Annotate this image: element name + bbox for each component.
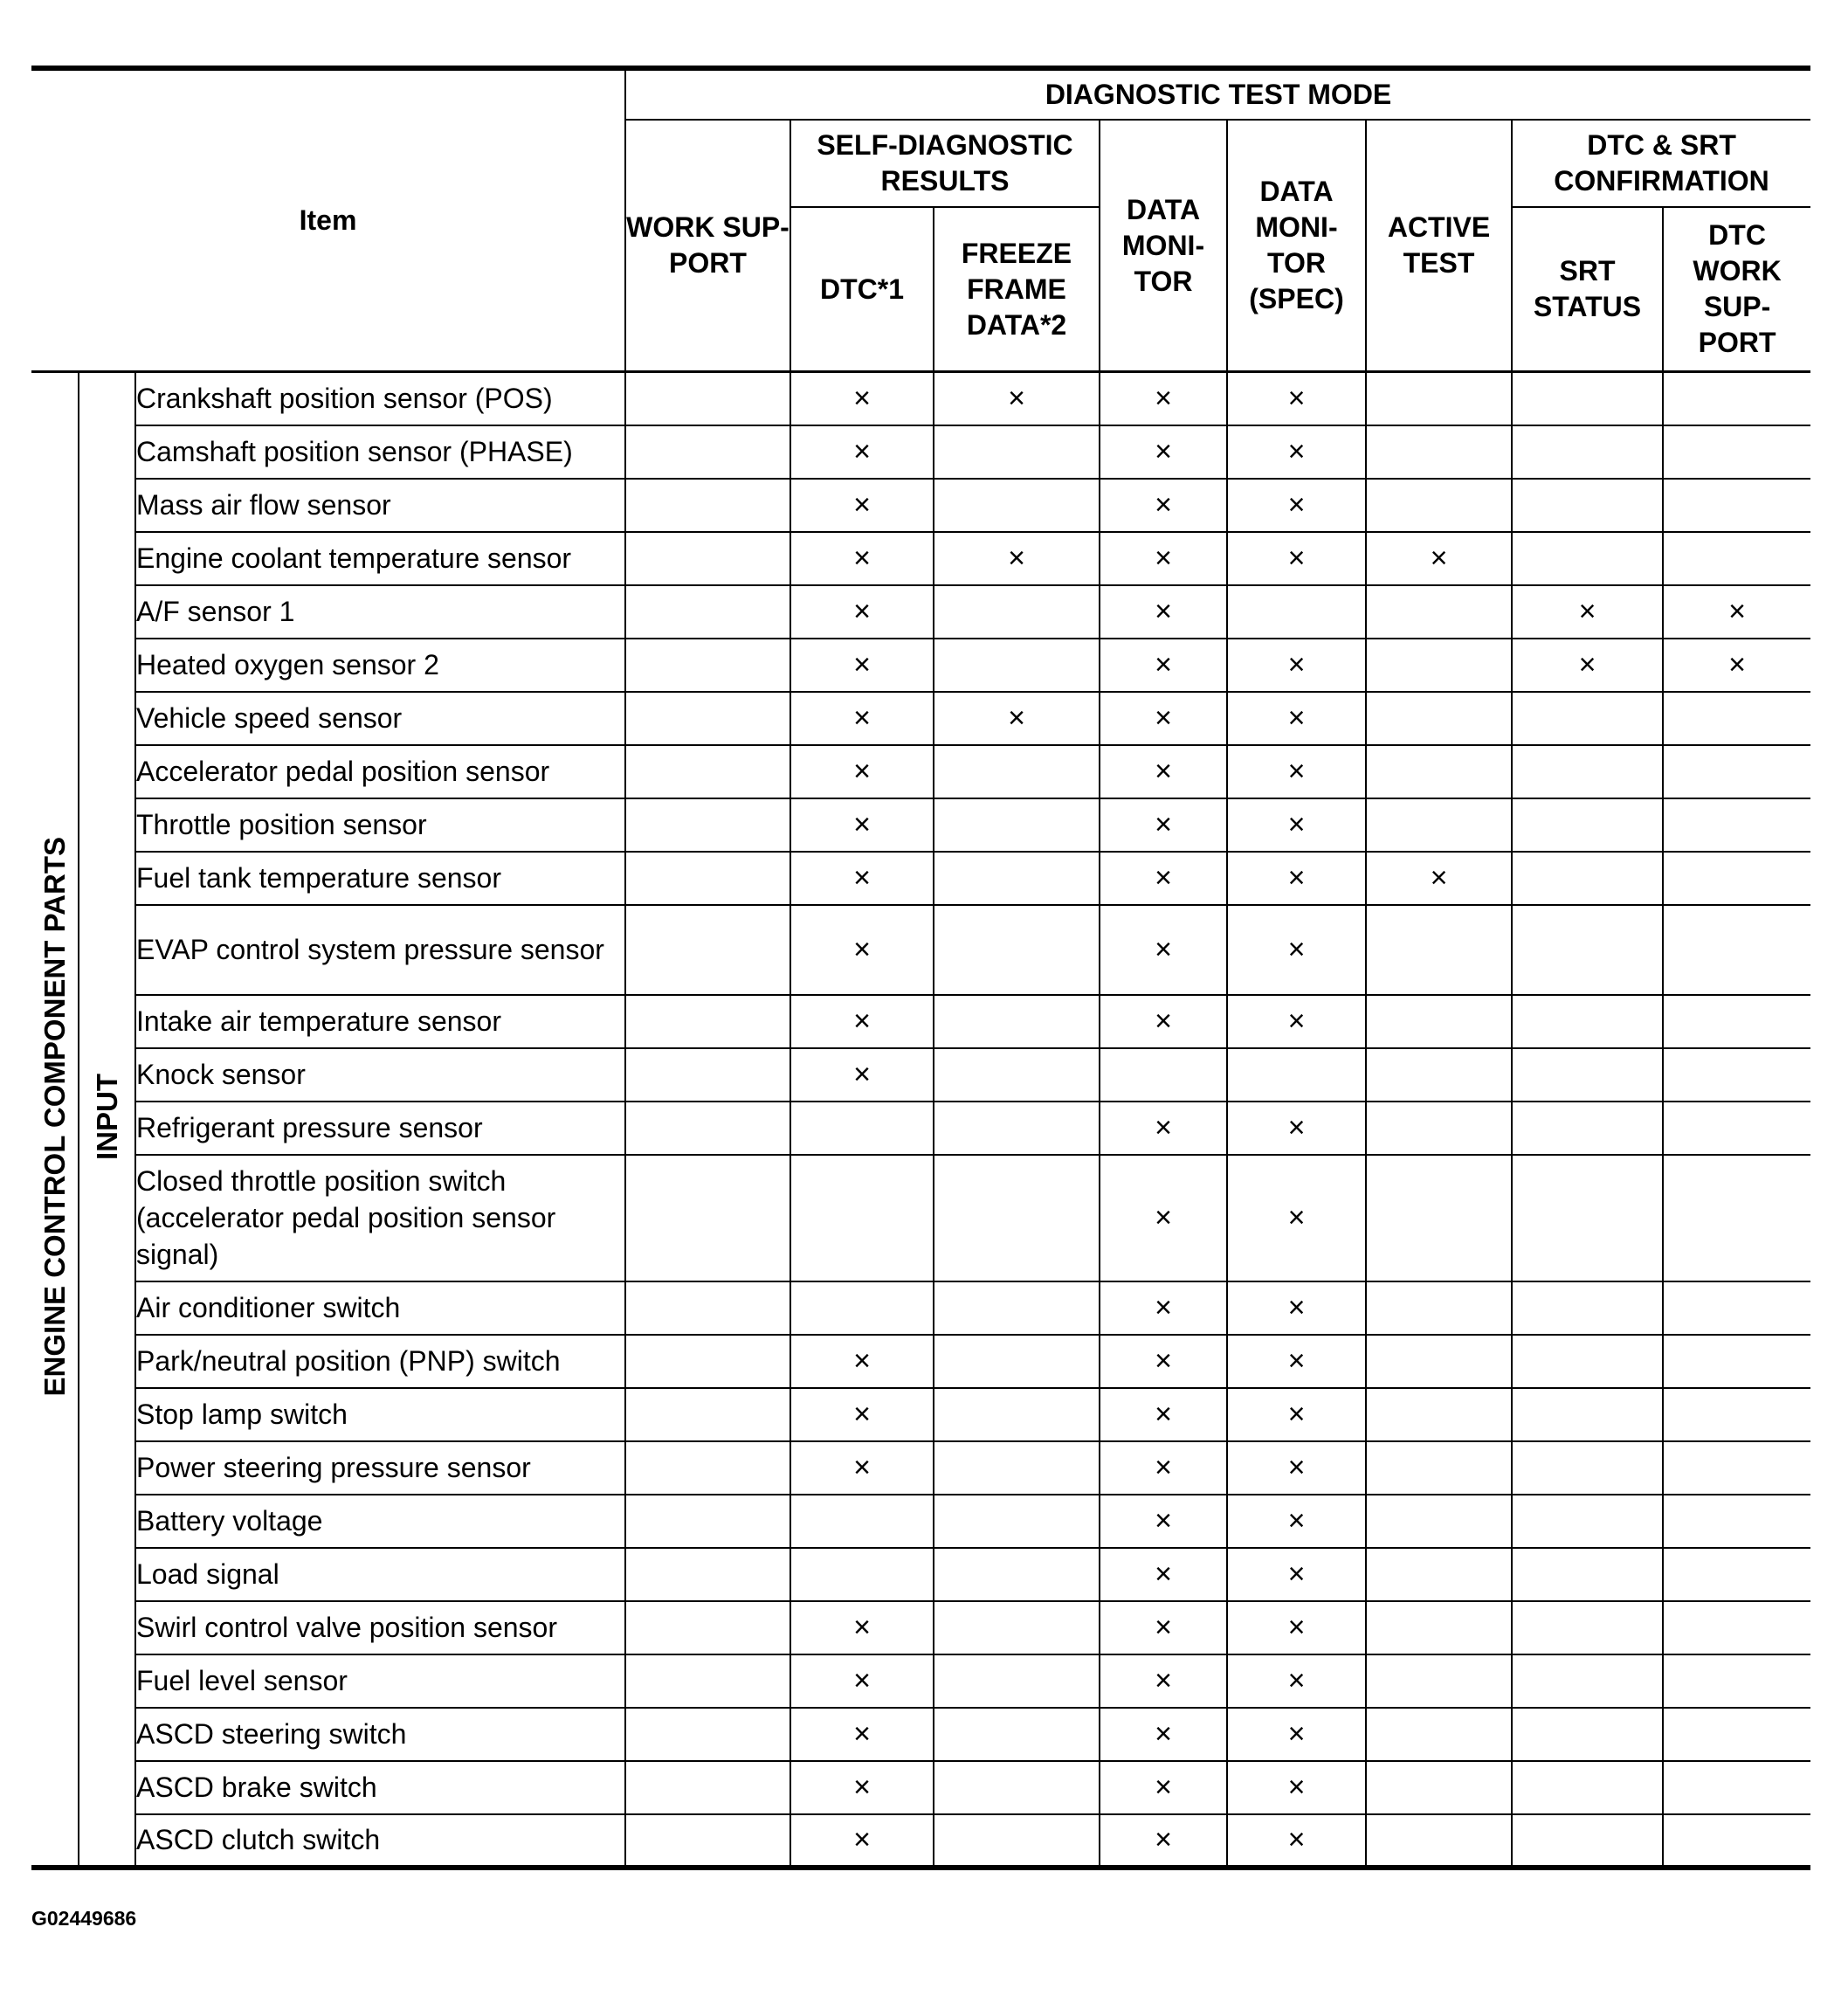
item-name: Camshaft position sensor (PHASE) xyxy=(135,425,625,479)
mark-cell xyxy=(1227,585,1366,639)
header-active-test: ACTIVE TEST xyxy=(1366,120,1512,372)
mark-cell xyxy=(1663,1708,1810,1761)
mark-cell xyxy=(934,1708,1100,1761)
mark-cell xyxy=(1663,1388,1810,1441)
item-name: Closed throttle position switch (accelerator pedal position sensor signal) xyxy=(135,1155,625,1281)
mark-cell xyxy=(934,585,1100,639)
mark-cell: × xyxy=(1227,1654,1366,1708)
mark-cell xyxy=(1512,905,1663,995)
mark-cell xyxy=(934,1761,1100,1814)
table-row xyxy=(31,1335,1810,1388)
mark-cell xyxy=(1512,1601,1663,1654)
table-row xyxy=(31,1601,1810,1654)
mark-cell xyxy=(790,1155,934,1281)
mark-cell xyxy=(1663,1814,1810,1868)
item-name: Crankshaft position sensor (POS) xyxy=(135,372,625,425)
mark-cell xyxy=(790,1548,934,1601)
mark-cell: × xyxy=(1227,1281,1366,1335)
mark-cell xyxy=(1100,1048,1227,1102)
mark-cell xyxy=(1512,692,1663,745)
mark-cell xyxy=(1512,852,1663,905)
mark-cell xyxy=(1512,1155,1663,1281)
table-row xyxy=(31,852,1810,905)
mark-cell xyxy=(1366,692,1512,745)
mark-cell xyxy=(1663,852,1810,905)
table-row xyxy=(31,1495,1810,1548)
item-name: A/F sensor 1 xyxy=(135,585,625,639)
header-data-monitor: DATA MONI- TOR xyxy=(1100,120,1227,372)
mark-cell: × xyxy=(1227,639,1366,692)
header-dtc-srt-confirmation: DTC & SRT CONFIRMATION xyxy=(1512,120,1810,207)
mark-cell: × xyxy=(790,1441,934,1495)
mark-cell xyxy=(934,639,1100,692)
mark-cell: × xyxy=(1227,798,1366,852)
mark-cell xyxy=(934,1441,1100,1495)
mark-cell: × xyxy=(1227,1335,1366,1388)
mark-cell: × xyxy=(790,1654,934,1708)
mark-cell: × xyxy=(790,1388,934,1441)
mark-cell xyxy=(934,798,1100,852)
mark-cell xyxy=(1512,1335,1663,1388)
header-diagnostic-test-mode: DIAGNOSTIC TEST MODE xyxy=(625,68,1810,120)
mark-cell xyxy=(1366,1495,1512,1548)
mark-cell: × xyxy=(790,1335,934,1388)
mark-cell xyxy=(625,1814,790,1868)
table-row xyxy=(31,479,1810,532)
mark-cell: × xyxy=(1227,1495,1366,1548)
table-row xyxy=(31,692,1810,745)
item-name: Engine coolant temperature sensor xyxy=(135,532,625,585)
mark-cell: × xyxy=(934,532,1100,585)
mark-cell: × xyxy=(1100,479,1227,532)
mark-cell xyxy=(1663,1761,1810,1814)
mark-cell xyxy=(790,1281,934,1335)
table-row xyxy=(31,1048,1810,1102)
mark-cell xyxy=(625,798,790,852)
mark-cell: × xyxy=(790,745,934,798)
mark-cell xyxy=(934,479,1100,532)
item-name: Throttle position sensor xyxy=(135,798,625,852)
item-name: Fuel tank temperature sensor xyxy=(135,852,625,905)
mark-cell xyxy=(625,425,790,479)
mark-cell: × xyxy=(790,692,934,745)
mark-cell xyxy=(1663,995,1810,1048)
item-name: Park/neutral position (PNP) switch xyxy=(135,1335,625,1388)
table-row xyxy=(31,1155,1810,1281)
table-row xyxy=(31,585,1810,639)
mark-cell xyxy=(1366,905,1512,995)
header-freeze-frame-data: FREEZE FRAME DATA*2 xyxy=(934,207,1100,372)
mark-cell xyxy=(1366,1814,1512,1868)
mark-cell: × xyxy=(790,1601,934,1654)
mark-cell xyxy=(790,1102,934,1155)
mark-cell: × xyxy=(1227,692,1366,745)
mark-cell: × xyxy=(1227,479,1366,532)
mark-cell xyxy=(934,425,1100,479)
mark-cell xyxy=(1366,1155,1512,1281)
mark-cell xyxy=(1512,1761,1663,1814)
header-dtc: DTC*1 xyxy=(790,207,934,372)
mark-cell xyxy=(1663,1495,1810,1548)
mark-cell: × xyxy=(1100,1601,1227,1654)
mark-cell xyxy=(934,745,1100,798)
mark-cell: × xyxy=(1366,852,1512,905)
mark-cell xyxy=(1366,1601,1512,1654)
item-name: Stop lamp switch xyxy=(135,1388,625,1441)
mark-cell xyxy=(934,1654,1100,1708)
item-name: Vehicle speed sensor xyxy=(135,692,625,745)
mark-cell: × xyxy=(1512,585,1663,639)
mark-cell xyxy=(625,852,790,905)
mark-cell: × xyxy=(790,585,934,639)
mark-cell: × xyxy=(790,1708,934,1761)
mark-cell: × xyxy=(934,372,1100,425)
mark-cell: × xyxy=(1100,692,1227,745)
group-label: ENGINE CONTROL COMPONENT PARTS xyxy=(38,837,71,1397)
mark-cell xyxy=(625,1654,790,1708)
mark-cell xyxy=(934,1281,1100,1335)
mark-cell: × xyxy=(790,1048,934,1102)
mark-cell xyxy=(1366,585,1512,639)
header-srt-status: SRT STATUS xyxy=(1512,207,1663,372)
mark-cell xyxy=(934,1155,1100,1281)
item-name: Knock sensor xyxy=(135,1048,625,1102)
mark-cell xyxy=(1663,1441,1810,1495)
mark-cell xyxy=(934,1048,1100,1102)
item-name: Swirl control valve position sensor xyxy=(135,1601,625,1654)
mark-cell xyxy=(1366,1654,1512,1708)
mark-cell: × xyxy=(1227,425,1366,479)
mark-cell xyxy=(1512,479,1663,532)
mark-cell: × xyxy=(790,1761,934,1814)
table-row xyxy=(31,1441,1810,1495)
mark-cell xyxy=(1512,1102,1663,1155)
item-name: ASCD steering switch xyxy=(135,1708,625,1761)
mark-cell: × xyxy=(1100,585,1227,639)
mark-cell xyxy=(934,1495,1100,1548)
mark-cell xyxy=(1366,995,1512,1048)
diagnostic-test-mode-table-figure xyxy=(31,66,1810,1870)
mark-cell xyxy=(1366,372,1512,425)
table-row xyxy=(31,425,1810,479)
table-row xyxy=(31,1548,1810,1601)
mark-cell xyxy=(625,1155,790,1281)
mark-cell: × xyxy=(1227,1814,1366,1868)
mark-cell xyxy=(1366,479,1512,532)
mark-cell xyxy=(625,1335,790,1388)
table-row xyxy=(31,1708,1810,1761)
header-self-diagnostic-results: SELF-DIAGNOSTIC RESULTS xyxy=(790,120,1100,207)
mark-cell: × xyxy=(1227,532,1366,585)
mark-cell: × xyxy=(790,995,934,1048)
item-name: Air conditioner switch xyxy=(135,1281,625,1335)
mark-cell: × xyxy=(1100,1495,1227,1548)
mark-cell: × xyxy=(1100,1388,1227,1441)
item-name: Accelerator pedal position sensor xyxy=(135,745,625,798)
mark-cell xyxy=(625,479,790,532)
mark-cell: × xyxy=(1227,1102,1366,1155)
mark-cell xyxy=(1663,532,1810,585)
mark-cell: × xyxy=(1227,905,1366,995)
mark-cell: × xyxy=(1100,798,1227,852)
mark-cell xyxy=(934,1814,1100,1868)
item-name: Mass air flow sensor xyxy=(135,479,625,532)
mark-cell xyxy=(1366,639,1512,692)
table-row xyxy=(31,798,1810,852)
mark-cell xyxy=(625,1761,790,1814)
subgroup-label: INPUT xyxy=(90,1073,123,1160)
mark-cell xyxy=(934,1102,1100,1155)
mark-cell xyxy=(1663,479,1810,532)
mark-cell xyxy=(625,905,790,995)
mark-cell: × xyxy=(1227,1601,1366,1654)
mark-cell xyxy=(625,1048,790,1102)
table-row xyxy=(31,532,1810,585)
mark-cell xyxy=(625,1495,790,1548)
mark-cell: × xyxy=(1227,372,1366,425)
mark-cell xyxy=(1366,1048,1512,1102)
mark-cell xyxy=(1663,905,1810,995)
mark-cell xyxy=(625,1441,790,1495)
mark-cell: × xyxy=(1100,1155,1227,1281)
mark-cell: × xyxy=(1100,905,1227,995)
mark-cell xyxy=(1663,1281,1810,1335)
mark-cell: × xyxy=(1512,639,1663,692)
mark-cell: × xyxy=(1100,1335,1227,1388)
mark-cell: × xyxy=(1100,372,1227,425)
subgroup-label-cell xyxy=(79,372,135,1868)
mark-cell: × xyxy=(790,532,934,585)
item-name: Fuel level sensor xyxy=(135,1654,625,1708)
mark-cell xyxy=(1512,1708,1663,1761)
item-name: Heated oxygen sensor 2 xyxy=(135,639,625,692)
table-row xyxy=(31,372,1810,425)
mark-cell xyxy=(1663,692,1810,745)
mark-cell xyxy=(1366,1388,1512,1441)
mark-cell: × xyxy=(1227,1155,1366,1281)
mark-cell xyxy=(1663,1654,1810,1708)
mark-cell: × xyxy=(1100,1548,1227,1601)
header-data-monitor-spec: DATA MONI- TOR (SPEC) xyxy=(1227,120,1366,372)
mark-cell xyxy=(1663,1335,1810,1388)
table-row xyxy=(31,995,1810,1048)
mark-cell xyxy=(625,745,790,798)
mark-cell: × xyxy=(1100,1441,1227,1495)
mark-cell: × xyxy=(934,692,1100,745)
mark-cell: × xyxy=(1100,1761,1227,1814)
item-name: Intake air temperature sensor xyxy=(135,995,625,1048)
mark-cell xyxy=(625,1601,790,1654)
mark-cell xyxy=(1366,798,1512,852)
item-name: ASCD clutch switch xyxy=(135,1814,625,1868)
table-row xyxy=(31,1761,1810,1814)
table-header xyxy=(31,68,1810,372)
item-name: Refrigerant pressure sensor xyxy=(135,1102,625,1155)
mark-cell: × xyxy=(1227,852,1366,905)
mark-cell: × xyxy=(790,372,934,425)
mark-cell xyxy=(1366,1441,1512,1495)
mark-cell xyxy=(1663,1155,1810,1281)
mark-cell xyxy=(1366,1102,1512,1155)
mark-cell: × xyxy=(790,1814,934,1868)
table-row xyxy=(31,1102,1810,1155)
mark-cell xyxy=(625,1281,790,1335)
mark-cell: × xyxy=(790,425,934,479)
mark-cell: × xyxy=(1100,1708,1227,1761)
mark-cell xyxy=(1366,745,1512,798)
mark-cell xyxy=(1366,1281,1512,1335)
mark-cell: × xyxy=(1100,639,1227,692)
mark-cell xyxy=(625,692,790,745)
mark-cell: × xyxy=(1100,1654,1227,1708)
mark-cell xyxy=(1663,1102,1810,1155)
mark-cell: × xyxy=(1100,532,1227,585)
mark-cell xyxy=(1512,995,1663,1048)
mark-cell xyxy=(1512,1441,1663,1495)
header-item: Item xyxy=(31,68,625,372)
mark-cell: × xyxy=(1227,745,1366,798)
mark-cell xyxy=(1663,745,1810,798)
mark-cell xyxy=(625,585,790,639)
mark-cell xyxy=(1512,1388,1663,1441)
item-name: Load signal xyxy=(135,1548,625,1601)
group-label-cell xyxy=(31,372,79,1868)
mark-cell xyxy=(1663,798,1810,852)
mark-cell xyxy=(625,1548,790,1601)
table-row xyxy=(31,1281,1810,1335)
mark-cell xyxy=(1512,532,1663,585)
mark-cell xyxy=(1227,1048,1366,1102)
mark-cell xyxy=(1663,372,1810,425)
table-row xyxy=(31,905,1810,995)
mark-cell: × xyxy=(1100,852,1227,905)
mark-cell xyxy=(1512,745,1663,798)
table-body xyxy=(31,372,1810,1868)
table-row xyxy=(31,1388,1810,1441)
item-name: Power steering pressure sensor xyxy=(135,1441,625,1495)
diagnostic-test-mode-table xyxy=(31,66,1810,1870)
figure-id: G02449686 xyxy=(31,1907,137,1930)
mark-cell xyxy=(1512,1814,1663,1868)
mark-cell xyxy=(625,532,790,585)
table-row xyxy=(31,1654,1810,1708)
mark-cell xyxy=(790,1495,934,1548)
mark-cell xyxy=(625,639,790,692)
mark-cell: × xyxy=(1100,425,1227,479)
mark-cell xyxy=(934,905,1100,995)
mark-cell xyxy=(1512,425,1663,479)
mark-cell: × xyxy=(1227,995,1366,1048)
mark-cell xyxy=(934,995,1100,1048)
mark-cell xyxy=(934,1548,1100,1601)
mark-cell: × xyxy=(790,639,934,692)
mark-cell: × xyxy=(1366,532,1512,585)
mark-cell xyxy=(1366,1761,1512,1814)
mark-cell xyxy=(1663,425,1810,479)
item-name: Battery voltage xyxy=(135,1495,625,1548)
item-name: EVAP control system pressure sensor xyxy=(135,905,625,995)
mark-cell: × xyxy=(1227,1761,1366,1814)
table-row xyxy=(31,639,1810,692)
mark-cell xyxy=(934,1388,1100,1441)
mark-cell xyxy=(1512,372,1663,425)
table-row xyxy=(31,745,1810,798)
mark-cell xyxy=(1512,1495,1663,1548)
mark-cell xyxy=(625,372,790,425)
mark-cell: × xyxy=(1227,1548,1366,1601)
mark-cell xyxy=(625,995,790,1048)
mark-cell: × xyxy=(1227,1708,1366,1761)
mark-cell: × xyxy=(1100,1281,1227,1335)
mark-cell xyxy=(1366,1708,1512,1761)
mark-cell xyxy=(1366,1335,1512,1388)
mark-cell xyxy=(625,1388,790,1441)
header-work-support: WORK SUP- PORT xyxy=(625,120,790,372)
mark-cell xyxy=(1366,425,1512,479)
mark-cell: × xyxy=(790,852,934,905)
mark-cell xyxy=(625,1708,790,1761)
mark-cell xyxy=(1663,1548,1810,1601)
mark-cell xyxy=(934,1601,1100,1654)
mark-cell: × xyxy=(1100,1814,1227,1868)
mark-cell xyxy=(1663,1601,1810,1654)
mark-cell: × xyxy=(1663,585,1810,639)
mark-cell xyxy=(1663,1048,1810,1102)
mark-cell xyxy=(1512,1548,1663,1601)
mark-cell: × xyxy=(790,798,934,852)
mark-cell: × xyxy=(790,905,934,995)
mark-cell: × xyxy=(1100,995,1227,1048)
header-dtc-work-support: DTC WORK SUP- PORT xyxy=(1663,207,1810,372)
mark-cell xyxy=(1512,1281,1663,1335)
table-row xyxy=(31,1814,1810,1868)
mark-cell xyxy=(1512,1654,1663,1708)
mark-cell: × xyxy=(790,479,934,532)
mark-cell: × xyxy=(1100,1102,1227,1155)
mark-cell xyxy=(1366,1548,1512,1601)
item-name: ASCD brake switch xyxy=(135,1761,625,1814)
mark-cell xyxy=(1512,1048,1663,1102)
mark-cell xyxy=(934,852,1100,905)
mark-cell xyxy=(625,1102,790,1155)
mark-cell: × xyxy=(1663,639,1810,692)
mark-cell: × xyxy=(1227,1441,1366,1495)
mark-cell xyxy=(934,1335,1100,1388)
mark-cell xyxy=(1512,798,1663,852)
mark-cell: × xyxy=(1100,745,1227,798)
mark-cell: × xyxy=(1227,1388,1366,1441)
